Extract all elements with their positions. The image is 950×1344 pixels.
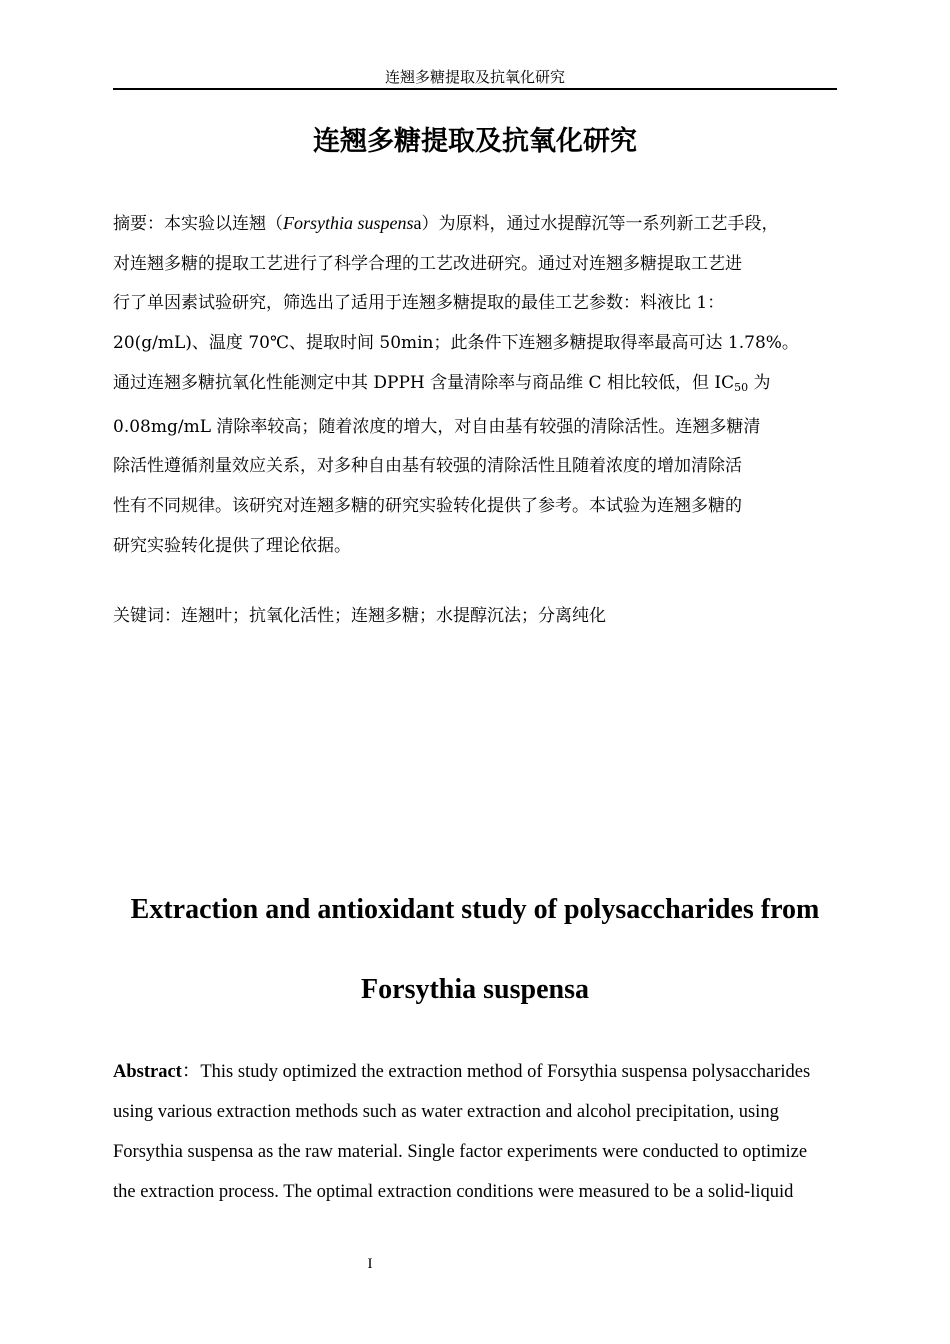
cn-abstract-line-1 xyxy=(113,204,837,245)
english-title-line-2: Forsythia suspensa xyxy=(361,974,589,1005)
cn-abstract-line-9: 研究实验转化提供了理论依据。 xyxy=(113,535,351,556)
ic50-subscript: 50 xyxy=(734,380,749,394)
en-abstract-line-3: Forsythia suspensa as the raw material. Single factor experiments were conducted to optimize xyxy=(113,1142,808,1162)
keywords-label: 关键词 xyxy=(113,606,164,626)
running-header xyxy=(113,66,837,90)
species-name-italic: Forsythia suspens xyxy=(283,213,414,233)
english-abstract xyxy=(113,1052,843,1212)
en-abstract-line1-text: This study optimized the extraction method of Forsythia suspensa polysaccharides xyxy=(200,1062,811,1082)
en-abstract-label: Abstract xyxy=(113,1062,182,1082)
running-header-text: 连翘多糖提取及抗氧化研究 xyxy=(384,68,565,86)
page-number: I xyxy=(367,1256,373,1272)
en-abstract-colon: ： xyxy=(181,1062,201,1082)
cn-abstract-label: 摘要 xyxy=(113,214,147,234)
cn-abstract-line1-post: ）为原料，通过水提醇沉等一系列新工艺手段， xyxy=(421,214,779,234)
chinese-abstract xyxy=(113,204,837,566)
cn-abstract-line-5 xyxy=(113,364,837,408)
chinese-title: 连翘多糖提取及抗氧化研究 xyxy=(313,126,637,157)
cn-abstract-line-8: 性有不同规律。该研究对连翘多糖的研究实验转化提供了参考。本试验为连翘多糖的 xyxy=(113,495,742,516)
cn-abstract-line-6: 0.08mg/mL 清除率较高；随着浓度的增大，对自由基有较强的清除活性。连翘多糖清 xyxy=(113,416,761,437)
en-abstract-line-4: the extraction process. The optimal extraction conditions were measured to be a solid-liquid xyxy=(113,1182,794,1202)
en-abstract-line-2: using various extraction methods such as water extraction and alcohol precipitation, using xyxy=(113,1102,779,1122)
chinese-keywords xyxy=(113,600,837,632)
cn-abstract-line5-post: 为 xyxy=(748,372,771,393)
keywords-text: 连翘叶；抗氧化活性；连翘多糖；水提醇沉法；分离纯化 xyxy=(181,606,606,626)
cn-abstract-line-4: 20(g/mL)、温度 70℃、提取时间 50min；此条件下连翘多糖提取得率最高可达 1.78%。 xyxy=(113,333,799,354)
species-name-tail: a xyxy=(413,213,422,233)
en-abstract-line-1 xyxy=(113,1052,843,1092)
english-title-line-1: Extraction and antioxidant study of polysaccharides from xyxy=(130,894,820,925)
keywords-colon: ： xyxy=(164,606,181,626)
cn-abstract-colon: ： xyxy=(147,214,164,234)
cn-abstract-line-7: 除活性遵循剂量效应关系，对多种自由基有较强的清除活性且随着浓度的增加清除活 xyxy=(113,456,742,477)
cn-abstract-line-3: 行了单因素试验研究，筛选出了适用于连翘多糖提取的最佳工艺参数：料液比 1： xyxy=(113,293,725,314)
cn-abstract-line5-pre: 通过连翘多糖抗氧化性能测定中其 DPPH 含量清除率与商品维 C 相比较低，但 IC xyxy=(113,372,735,393)
cn-abstract-line-2: 对连翘多糖的提取工艺进行了科学合理的工艺改进研究。通过对连翘多糖提取工艺进 xyxy=(113,253,742,274)
cn-abstract-line1-pre: 本实验以连翘（ xyxy=(164,214,283,234)
